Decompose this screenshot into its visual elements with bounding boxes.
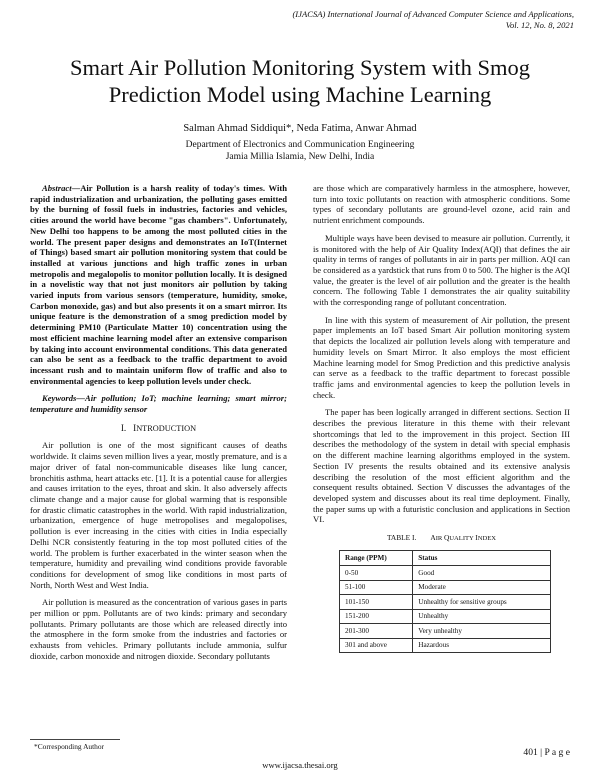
body-paragraph: In line with this system of measurement of Air pollution, the present paper implements an IoT based Smart Air pollution monitoring system that depicts the localized air pollution levels along with temperature and humidity levels on Smart Mirror. It also employs the most efficient Machine learning model for Smog Prediction and this predictive analysis can serve as a feedback to the traffic department to forecast possible traffic jams and environmental agencies to keep the pollution levels in check. (313, 314, 570, 400)
affiliation-university: Jamia Millia Islamia, New Delhi, India (225, 151, 375, 162)
keywords-text: Air pollution; IoT; machine learning; smart mirror; temperature and humidity sensor (30, 393, 287, 415)
table-cell-status: Hazardous (413, 638, 551, 653)
page-number: 401 | P a g e (523, 747, 570, 758)
section-title-rest: NTRODUCTION (136, 423, 197, 433)
caption-ir: IR (435, 535, 444, 543)
abstract-text: Air Pollution is a harsh reality of today's times. With rapid industrialization and urbanization, the polluting gases emitted by the burning of fossil fuels in industries, factories and vehicles, cities around the world have become "gas chambers". Unfortunately, New Delhi too happens to be among the most polluted cities in the world. The present paper designs and demonstrates an IoT(Internet of Things) based smart air pollution monitoring system that could be installed at various junctions and high traffic zones in urban metropolis and megalopolis to monitor pollution locally. It is designed in a novelistic way that not just monitors air pollution by taking varied inputs from various sensors (temperature, humidity, smoke, Carbon monoxide, gas) and but also presents it on a smart mirror. Its unique feature is the demonstration of a smog prediction model by determining PM10 (Particulate Matter 10) concentration using the most efficient machine learning model after an extensive comparison by taking into account environmental conditions. This data generated can also be sent as a feedback to the traffic department to avoid incessant rush and to maintain uniform flow of traffic and also to environmental agencies to keep pollution levels under check. (30, 183, 287, 386)
table-cell-status: Unhealthy for sensitive groups (413, 595, 551, 610)
table-cell-status: Good (413, 566, 551, 581)
table-cell-range: 51-100 (340, 580, 413, 595)
section-heading-introduction (30, 423, 287, 435)
caption-uality: UALITY (449, 535, 476, 543)
table-cell-range: 151-200 (340, 609, 413, 624)
left-column (30, 183, 287, 669)
section-title-initial: I (133, 422, 137, 433)
table-row (340, 638, 551, 653)
body-paragraph: Air pollution is measured as the concentration of various gases in parts per million or ppm. Pollutants are of two kinds: primary and secondary pollutants. Primary pollutants are those which are released directly into the atmosphere in the form smoke from the industries and factories or exhausts from vehicles. Primary pollutants include ammonia, sulfur dioxide, carbon monoxide and nitrogen dioxide. Secondary pollutants (30, 597, 287, 661)
paper-title (40, 54, 560, 108)
table-header-range: Range (PPM) (340, 550, 413, 566)
journal-name: (IJACSA) International Journal of Advanced Computer Science and Applications, (292, 9, 574, 19)
body-paragraph: Multiple ways have been devised to measure air pollution. Currently, it is monitored with the help of Air Quality Index(AQI) that defines the air quality in terms of ranges of pollutants in air in parts per million. AQI can be considered as a yardstick that runs from 0 to 500. The higher is the AQI value, the greater is the level of air pollution and the greater is the health concern. The following Table I demonstrates the air quality suitability with the corresponding range of pollutant concentration. (313, 232, 570, 308)
table-caption (313, 533, 570, 545)
affiliation-department: Department of Electronics and Communication Engineering (185, 140, 415, 150)
body-paragraph: Air pollution is one of the most significant causes of deaths worldwide. It claims seven million lives a year, mostly premature, and is a major driver of fatal non-communicable diseases like lung cancer, bronchitis asthma, heart attacks etc. [1]. It is a potential cause for allergies and causes irritation to the eyes, throat and skin. It also adversely affects climate change and a major cause for global warming that is responsible for drastic climatic catastrophes in the world. With rapid industrialization, urbanization, emergence of huge metropolises and megalopolises, pollution is ever increasing in the cities with cities in India especially Delhi NCR consistently featuring in the top most polluted cities of the world. The problem is further exacerbated in the winter season when the temperature, humidity and prevailing wind conditions provide favorable conditions for development of smog like conditions in most parts of North, North West and West India. (30, 440, 287, 590)
table-cell-status: Unhealthy (413, 609, 551, 624)
table-cell-range: 201-300 (340, 624, 413, 639)
table-cell-range: 0-50 (340, 566, 413, 581)
footnote-divider (30, 739, 120, 740)
keywords (30, 393, 287, 414)
table-row (340, 624, 551, 639)
table-cell-status: Moderate (413, 580, 551, 595)
table-header-row (340, 550, 551, 566)
title-line-1: Smart Air Pollution Monitoring System with Smog (69, 55, 531, 80)
table-cell-range: 301 and above (340, 638, 413, 653)
keywords-label: Keywords— (42, 393, 85, 404)
caption-initial-i: I (475, 533, 478, 543)
journal-header (154, 9, 574, 31)
table-row (340, 595, 551, 610)
body-paragraph: are those which are comparatively harmless in the atmosphere, however, turn into toxic pollutants on reaction with atmospheric conditions. Some types of secondary pollutants are ground-level ozone, acid rain and nutrient enrichment compounds. (313, 183, 570, 226)
right-column (313, 183, 570, 653)
table-row (340, 566, 551, 581)
table-row (340, 609, 551, 624)
abstract (30, 183, 287, 386)
table-header-status: Status (413, 550, 551, 566)
affiliation (40, 140, 560, 163)
authors: Salman Ahmad Siddiqui*, Neda Fatima, Anwar Ahmad (183, 123, 417, 134)
table-cell-status: Very unhealthy (413, 624, 551, 639)
journal-volume: Vol. 12, No. 8, 2021 (505, 20, 574, 30)
caption-initial-q: Q (443, 533, 450, 543)
aqi-table (339, 550, 551, 654)
body-paragraph: The paper has been logically arranged in different sections. Section II describes the previous literature in this theme with their relevant shortcomings that led to the improvement in this project. Section III describes the methodology of the system in detail with special emphasis on the different machine learning algorithms employed in the system. Section IV presents the results obtained and its extensive analysis describing the resolution of the most efficient algorithm and the consequent results obtained. Section V discusses the advantages of the developed system and discusses about its real time deployment. Finally, the paper sums up with a futuristic conclusion and applications in Section VI. (313, 407, 570, 525)
caption-initial-a: A (430, 533, 436, 543)
table-row (340, 580, 551, 595)
caption-ndex: NDEX (477, 535, 497, 543)
footnote: *Corresponding Author (34, 742, 105, 751)
table-cell-range: 101-150 (340, 595, 413, 610)
abstract-label: Abstract— (42, 183, 81, 193)
title-line-2: Prediction Model using Machine Learning (108, 82, 492, 107)
section-number: I. (120, 422, 127, 433)
table-number: TABLE I. (386, 533, 417, 543)
footer-url: www.ijacsa.thesai.org (262, 760, 338, 770)
